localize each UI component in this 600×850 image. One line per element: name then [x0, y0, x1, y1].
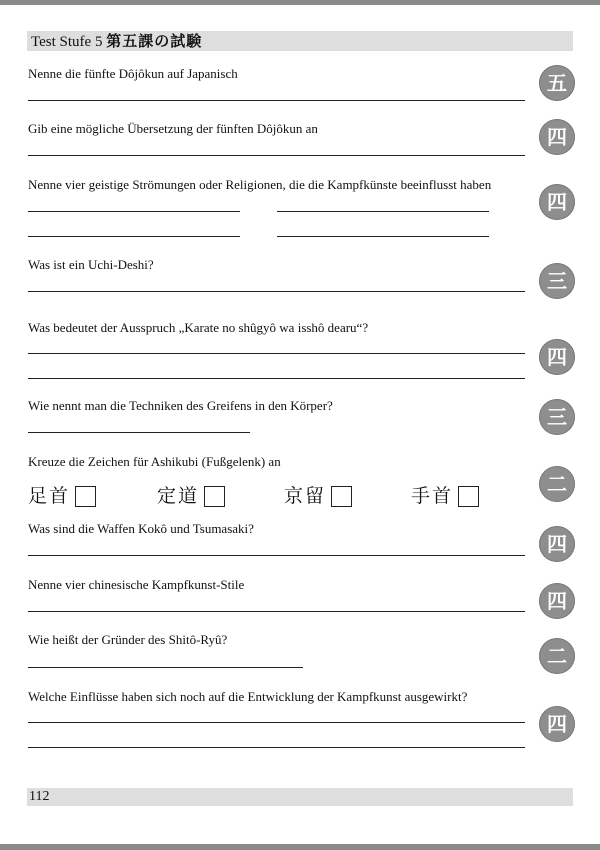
kanji-option-4-checkbox[interactable]	[458, 486, 479, 507]
kanji-option-2-checkbox[interactable]	[204, 486, 225, 507]
answer-line-10[interactable]	[28, 667, 303, 668]
answer-line-8[interactable]	[28, 555, 525, 556]
answer-line-6[interactable]	[28, 432, 250, 433]
kanji-option-1-checkbox[interactable]	[75, 486, 96, 507]
answer-line-3c[interactable]	[28, 236, 240, 237]
points-badge-7: 二	[539, 466, 575, 502]
kanji-option-3-text: 京留	[284, 485, 327, 507]
points-badge-2: 四	[539, 119, 575, 155]
kanji-option-2-text: 定道	[157, 485, 200, 507]
kanji-option-4-text: 手首	[411, 485, 454, 507]
points-badge-6: 三	[539, 399, 575, 435]
points-badge-1: 五	[539, 65, 575, 101]
page-title	[31, 31, 202, 52]
question-3: Nenne vier geistige Strömungen oder Religionen, die die Kampfkünste beeinflusst haben	[28, 177, 492, 192]
kanji-option-4	[411, 484, 479, 508]
answer-line-9[interactable]	[28, 611, 525, 612]
answer-line-3d[interactable]	[277, 236, 489, 237]
question-5: Was bedeutet der Ausspruch „Karate no shûgyô wa isshô dearu“?	[28, 320, 369, 335]
question-7: Kreuze die Zeichen für Ashikubi (Fußgelenk) an	[28, 454, 281, 469]
page-title-text: Test Stufe 5	[31, 34, 103, 50]
points-badge-8: 四	[539, 526, 575, 562]
answer-line-11b[interactable]	[28, 747, 525, 748]
points-badge-3: 四	[539, 184, 575, 220]
question-6: Wie nennt man die Techniken des Greifens in den Körper?	[28, 398, 333, 413]
answer-line-2[interactable]	[28, 155, 525, 156]
points-badge-9: 四	[539, 583, 575, 619]
page-number: 112	[29, 789, 50, 804]
question-10: Wie heißt der Gründer des Shitô-Ryû?	[28, 632, 228, 647]
page-bottom-edge	[0, 844, 600, 850]
kanji-option-3	[284, 484, 352, 508]
kanji-option-1-text: 足首	[28, 485, 71, 507]
question-4: Was ist ein Uchi-Deshi?	[28, 257, 154, 272]
question-2: Gib eine mögliche Übersetzung der fünften Dôjôkun an	[28, 121, 318, 136]
answer-line-5a[interactable]	[28, 353, 525, 354]
kanji-option-1	[28, 484, 96, 508]
page-title-kanji: 第五課の試験	[106, 32, 203, 50]
points-badge-10: 二	[539, 638, 575, 674]
question-1: Nenne die fünfte Dôjôkun auf Japanisch	[28, 66, 238, 81]
kanji-option-2	[157, 484, 225, 508]
question-9: Nenne vier chinesische Kampfkunst-Stile	[28, 577, 245, 592]
answer-line-5b[interactable]	[28, 378, 525, 379]
question-8: Was sind die Waffen Kokô und Tsumasaki?	[28, 521, 254, 536]
answer-line-3a[interactable]	[28, 211, 240, 212]
answer-line-4[interactable]	[28, 291, 525, 292]
answer-line-1[interactable]	[28, 100, 525, 101]
page-top-edge	[0, 0, 600, 5]
points-badge-11: 四	[539, 706, 575, 742]
question-11: Welche Einflüsse haben sich noch auf die Entwicklung der Kampfkunst ausgewirkt?	[28, 689, 468, 704]
answer-line-11a[interactable]	[28, 722, 525, 723]
points-badge-4: 三	[539, 263, 575, 299]
kanji-option-3-checkbox[interactable]	[331, 486, 352, 507]
footer-band	[27, 788, 573, 806]
points-badge-5: 四	[539, 339, 575, 375]
answer-line-3b[interactable]	[277, 211, 489, 212]
